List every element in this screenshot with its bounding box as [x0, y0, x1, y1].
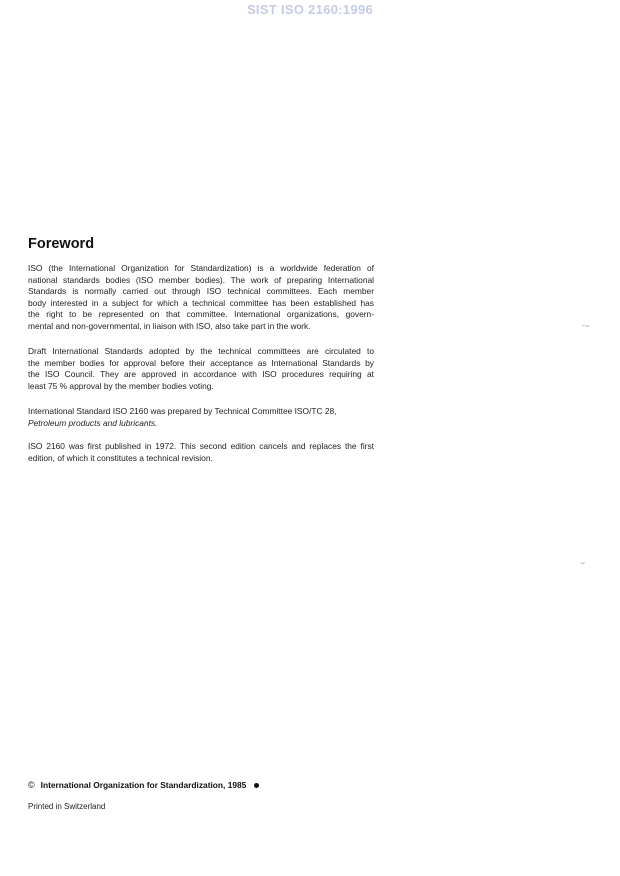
paragraph-edition: [28, 441, 374, 464]
paragraph-line: Standards is normally carried out through ISO technical committees. Each member: [28, 286, 374, 296]
copyright-notice: [28, 780, 259, 790]
paragraph-line: International Standard ISO 2160 was prepared by Technical Committee ISO/TC 28,: [28, 406, 337, 416]
paragraph-line: the ISO Council. They are approved in accordance with ISO procedures requiring at: [28, 369, 374, 379]
paragraph-line: least 75 % approval by the member bodies voting.: [28, 380, 214, 391]
foreword-section: [28, 236, 374, 478]
printed-in: Printed in Switzerland: [28, 802, 106, 811]
watermark: SIST ISO 2160:1996: [246, 2, 374, 17]
paragraph-line: ISO (the International Organization for Standardization) is a worldwide federation of: [28, 263, 374, 273]
paragraph-line: national standards bodies (ISO member bodies). The work of preparing International: [28, 274, 374, 285]
paragraph-line: the member bodies for approval before their acceptance as International Standards by: [28, 357, 374, 368]
committee-title: Petroleum products and lubricants.: [28, 417, 158, 428]
scan-artifact: -⌣: [582, 321, 590, 330]
paragraph-iso-federation: [28, 263, 374, 332]
paragraph-line: body interested in a subject for which a technical committee has been established has: [28, 297, 374, 308]
copyright-text: International Organization for Standardization, 1985: [40, 780, 247, 790]
paragraph-line: [28, 418, 374, 430]
bullet-icon: [254, 783, 259, 788]
copyright-icon: ©: [28, 780, 35, 790]
paragraph-line: ISO 2160 was first published in 1972. This second edition cancels and replaces the first: [28, 441, 374, 451]
foreword-title: Foreword: [28, 236, 95, 252]
paragraph-line: mental and non-governmental, in liaison with ISO, also take part in the work.: [28, 320, 311, 331]
scan-artifact: ⌣: [580, 558, 586, 567]
paragraph-line: edition, of which it constitutes a technical revision.: [28, 452, 213, 463]
paragraph-line: the right to be represented on that committee. International organizations, govern-: [28, 309, 374, 319]
paragraph-prepared-by: [28, 406, 374, 429]
paragraph-line: Draft International Standards adopted by the technical committees are circulated to: [28, 346, 374, 356]
paragraph-draft-standards: [28, 346, 374, 392]
